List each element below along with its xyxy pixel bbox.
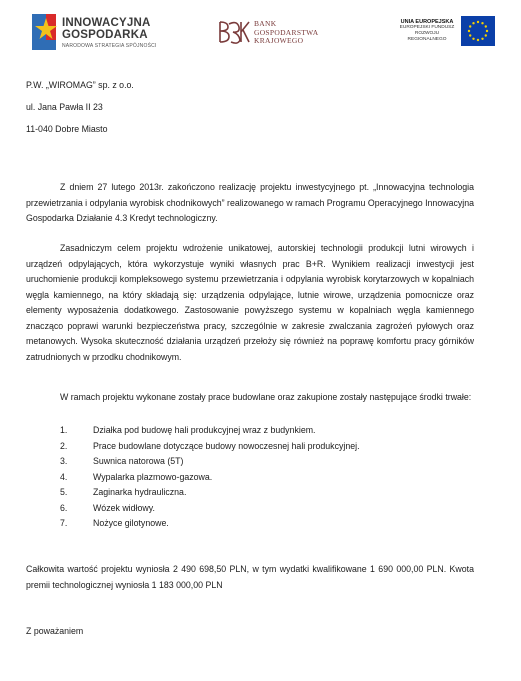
list-item-number: 1. [60, 425, 68, 435]
eu-star-icon [477, 21, 479, 23]
eu-star-icon [485, 34, 487, 36]
paragraph-project-goal: Zasadniczym celem projektu wdrożenie unikatowej, autorskiej technologii produkcji lutni wirowych i urządzeń odpylających, która wykorzystuje wyniki własnych prac B+R. Wynikiem realizacji inwestycji jest uruchomienie produkcji kompleksowego systemu przewietrzania i odpylania wyrobisk korytarzowych w kopalniach węgla kamiennego, na który składają się: urządzenia odpylające, lutnie wirowe, urządzenia pomocnicze oraz elementy wyposażenia dodatkowego. Zastosowanie powyższego systemu w kopalniach węgla kamiennego znacząco poprawi warunki bezpieczeństwa pracy, szczególnie w zakresie zwalczania zagrożeń pyłowych oraz metanowych. Wysoka skuteczność działania urządzeń przełoży się również na poprawę komfortu pracy górników zatrudnionych w przodku chodnikowym. [26, 243, 474, 362]
eu-flag-icon [461, 16, 495, 46]
eu-star-icon [469, 25, 471, 27]
list-item [60, 439, 360, 455]
ig-logo-text [62, 17, 150, 41]
eu-star-icon [481, 38, 483, 40]
closing-salutation: Z poważaniem [26, 626, 84, 636]
list-item [60, 485, 360, 501]
list-item [60, 454, 360, 470]
eu-logo-text [395, 19, 459, 43]
list-item-text: Wózek widłowy. [93, 502, 155, 513]
list-item-text: Suwnica natorowa (5T) [93, 456, 184, 466]
list-item-text: Wypalarka plazmowo-gazowa. [93, 471, 213, 482]
eu-star-icon [468, 30, 470, 32]
list-item-text: Działka pod budowę hali produkcyjnej wraz z budynkiem. [93, 425, 316, 435]
bgk-logo [217, 18, 347, 48]
list-item-text: Prace budowlane dotyczące budowy nowoczesnej hali produkcyjnej. [93, 440, 360, 451]
fixed-assets-list [60, 423, 360, 532]
list-item-number: 6. [60, 502, 68, 513]
bgk-logo-line2: GOSPODARSTWA [254, 27, 319, 37]
list-item-text: Zaginarka hydrauliczna. [93, 487, 187, 497]
eu-star-icon [485, 25, 487, 27]
eu-logo [395, 14, 495, 50]
ig-logo-line2: GOSPODARKA [62, 29, 148, 41]
bgk-monogram-icon [217, 18, 251, 46]
ig-logo-line1: INNOWACYJNA [62, 17, 151, 29]
eu-star-icon [472, 38, 474, 40]
list-item-number: 7. [60, 518, 68, 528]
recipient-name: P.W. „WIROMAG” sp. z o.o. [26, 80, 134, 90]
list-item-number: 5. [60, 487, 68, 497]
eu-star-icon [472, 22, 474, 24]
bgk-logo-line3: KRAJOWEGO [254, 36, 304, 45]
paragraph-project-completion: Z dniem 27 lutego 2013r. zakończono realizację projektu inwestycyjnego pt. „Innowacyjna technologia przewietrzania i odpylania wyrobisk chodnikowych” realizowanego w ramach Programu Operacyjnego Innowacyjna Gospodarka Działanie 4.3 Kredyt technologiczny. [26, 182, 474, 223]
list-item-text: Nożyce gilotynowe. [93, 518, 169, 528]
ig-logo-subtitle: NARODOWA STRATEGIA SPÓJNOŚCI [62, 43, 157, 49]
list-item [60, 501, 360, 517]
eu-logo-title: UNIA EUROPEJSKA [400, 19, 454, 25]
eu-star-icon [486, 30, 488, 32]
recipient-city: 11-040 Dobre Miasto [26, 124, 108, 134]
bgk-logo-line1: BANK [254, 19, 277, 28]
eu-star-icon [469, 34, 471, 36]
eu-logo-line3: ROZWOJU REGIONALNEGO [407, 31, 447, 42]
bgk-logo-text [254, 20, 318, 46]
list-item-number: 3. [60, 456, 68, 466]
list-item-number: 2. [60, 440, 68, 451]
recipient-street: ul. Jana Pawła II 23 [26, 102, 103, 112]
eu-star-icon [477, 39, 479, 41]
list-item [60, 423, 360, 439]
eu-star-icon [481, 22, 483, 24]
list-item [60, 470, 360, 486]
eu-logo-line2: EUROPEJSKI FUNDUSZ [399, 25, 455, 30]
paragraph-project-value: Całkowita wartość projektu wyniosła 2 490 698,50 PLN, w tym wydatki kwalifikowane 1 690 000,00 PLN. Kwota premii technologicznej wyniosła 1 183 000,00 PLN [26, 564, 474, 590]
ig-star-icon [32, 14, 60, 50]
innowacyjna-gospodarka-logo [32, 14, 162, 54]
paragraph-works-intro: W ramach projektu wykonane zostały prace budowlane oraz zakupione zostały następujące środki trwałe: [60, 392, 472, 402]
list-item-number: 4. [60, 471, 68, 482]
list-item [60, 516, 360, 532]
